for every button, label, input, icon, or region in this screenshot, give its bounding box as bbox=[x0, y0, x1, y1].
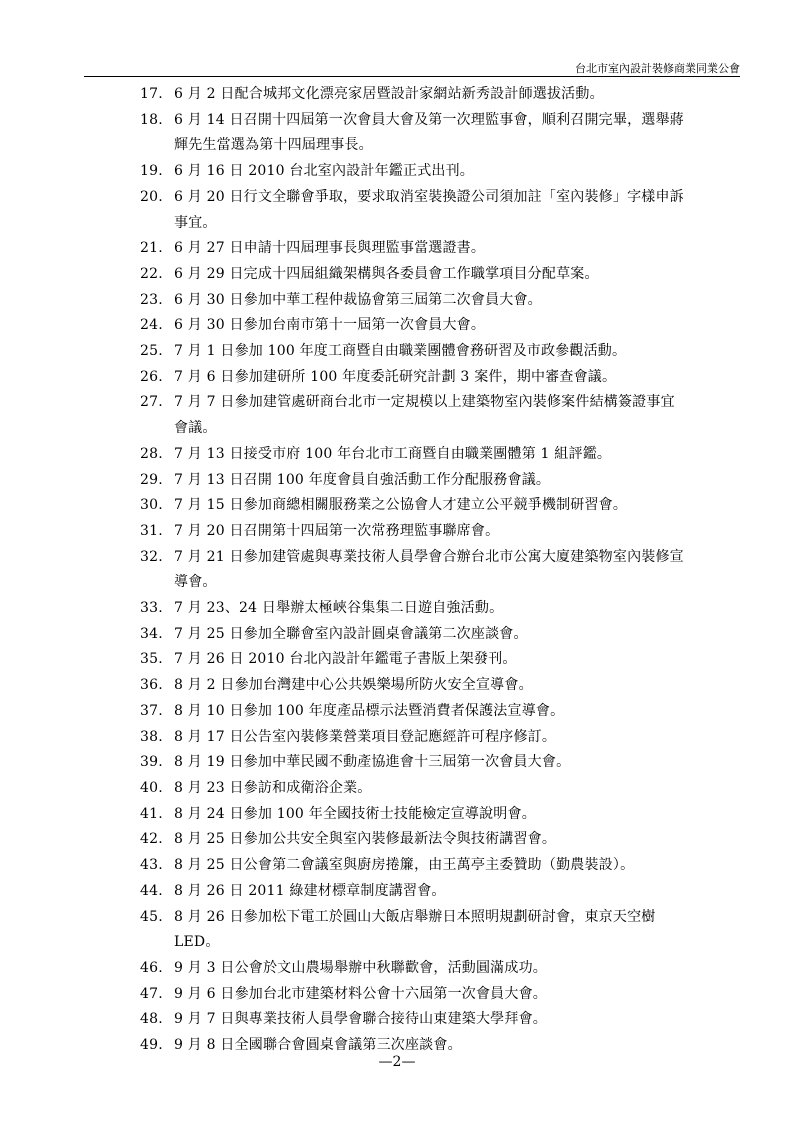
list-item bbox=[140, 596, 742, 622]
item-text-line: 導會。 bbox=[174, 574, 217, 591]
list-item bbox=[140, 647, 742, 673]
list-item bbox=[140, 673, 742, 699]
item-text-line: LED。 bbox=[174, 934, 220, 951]
list-item bbox=[140, 519, 742, 545]
item-number: 34. bbox=[140, 625, 163, 642]
item-text-line: 事宜。 bbox=[174, 214, 217, 231]
item-number: 29. bbox=[140, 471, 163, 488]
item-text-line: 8 月 19 日參加中華民國不動產協進會十三屆第一次會員大會。 bbox=[174, 754, 571, 771]
item-text-line: 會議。 bbox=[174, 420, 217, 437]
item-number: 27. bbox=[140, 394, 163, 411]
item-text-line: 6 月 2 日配合城邦文化漂亮家居暨設計家網站新秀設計師選拔活動。 bbox=[174, 86, 604, 102]
item-number: 28. bbox=[140, 445, 163, 462]
item-number: 23. bbox=[140, 291, 163, 308]
item-text-line: 7 月 25 日參加全聯會室內設計圓桌會議第二次座談會。 bbox=[174, 625, 528, 642]
item-number: 24. bbox=[140, 317, 163, 334]
item-text-line: 8 月 24 日參加 100 年全國技術士技能檢定宣導說明會。 bbox=[174, 805, 536, 822]
item-number: 40. bbox=[140, 779, 163, 796]
list-item bbox=[140, 545, 742, 596]
list-item bbox=[140, 750, 742, 776]
list-item bbox=[140, 622, 742, 648]
item-number: 43. bbox=[140, 857, 163, 874]
item-text-line: 7 月 20 日召開第十四屆第一次常務理監事聯席會。 bbox=[174, 522, 500, 539]
item-text-line: 7 月 26 日 2010 台北內設計年鑑電子書版上架發刊。 bbox=[174, 651, 517, 668]
item-text-line: 6 月 14 日召開十四屆第一次會員大會及第一次理監事會，順利召開完畢，選舉蔣 bbox=[174, 111, 684, 128]
list-item bbox=[140, 365, 742, 391]
item-text-line: 9 月 6 日參加台北市建築材料公會十六屆第一次會員大會。 bbox=[174, 985, 547, 1002]
item-number: 38. bbox=[140, 728, 163, 745]
list-item bbox=[140, 288, 742, 314]
list-item bbox=[140, 827, 742, 853]
item-number: 26. bbox=[140, 368, 163, 385]
list-item bbox=[140, 699, 742, 725]
item-text-line: 7 月 6 日參加建研所 100 年度委託研究計劃 3 案件，期中審查會議。 bbox=[174, 368, 617, 385]
item-number: 20. bbox=[140, 188, 163, 205]
item-number: 35. bbox=[140, 651, 163, 668]
item-number: 37. bbox=[140, 702, 163, 719]
page-number: —2— bbox=[378, 1054, 416, 1070]
item-text-line: 8 月 25 日參加公共安全與室內裝修最新法令與技術講習會。 bbox=[174, 831, 557, 848]
item-text-line: 6 月 20 日行文全聯會爭取，要求取消室裝換證公司須加註「室內裝修」字樣申訴 bbox=[174, 188, 684, 205]
list-item bbox=[140, 802, 742, 828]
item-number: 18. bbox=[140, 111, 163, 128]
item-text-line: 6 月 30 日參加台南市第十一屆第一次會員大會。 bbox=[174, 317, 486, 334]
list-item bbox=[140, 108, 742, 159]
list-item bbox=[140, 262, 742, 288]
list-item bbox=[140, 313, 742, 339]
item-text-line: 6 月 29 日完成十四屆組織架構與各委員會工作職掌項目分配草案。 bbox=[174, 265, 599, 282]
item-number: 32. bbox=[140, 548, 163, 565]
page-header bbox=[84, 56, 740, 76]
item-text-line: 6 月 27 日申請十四屆理事長與理監事當選證書。 bbox=[174, 240, 486, 257]
list-item bbox=[140, 390, 742, 441]
item-number: 25. bbox=[140, 343, 163, 360]
item-number: 22. bbox=[140, 265, 163, 282]
item-text-line: 8 月 23 日參訪和成衛浴企業。 bbox=[174, 779, 372, 796]
item-number: 41. bbox=[140, 805, 163, 822]
item-text-line: 8 月 10 日參加 100 年度產品標示法暨消費者保護法宣導會。 bbox=[174, 702, 565, 719]
item-number: 42. bbox=[140, 831, 163, 848]
list-item bbox=[140, 236, 742, 262]
list-item bbox=[140, 1007, 742, 1033]
event-list bbox=[140, 82, 742, 1059]
item-text-line: 8 月 17 日公告室內裝修業營業項目登記應經許可程序修訂。 bbox=[174, 728, 557, 745]
item-text-line: 8 月 25 日公會第二會議室與廚房捲簾，由王萬亭主委贊助（勤農裝設）。 bbox=[174, 857, 635, 874]
item-text-line: 6 月 16 日 2010 台北室內設計年鑑正式出刊。 bbox=[174, 163, 475, 180]
item-number: 30. bbox=[140, 497, 163, 514]
item-text-line: 6 月 30 日參加中華工程仲裁協會第三屆第二次會員大會。 bbox=[174, 291, 542, 308]
item-number: 45. bbox=[140, 908, 163, 925]
list-item bbox=[140, 185, 742, 236]
item-text-line: 輝先生當選為第十四屆理事長。 bbox=[174, 137, 373, 154]
list-item bbox=[140, 442, 742, 468]
header-org-name: 台北市室內設計裝修商業同業公會 bbox=[575, 62, 740, 75]
item-text-line: 8 月 26 日 2011 綠建材標章制度講習會。 bbox=[174, 882, 446, 899]
item-text-line: 7 月 15 日參加商總相關服務業之公協會人才建立公平競爭機制研習會。 bbox=[174, 497, 628, 514]
item-number: 36. bbox=[140, 677, 163, 694]
list-item bbox=[140, 905, 742, 956]
list-item bbox=[140, 82, 742, 108]
item-number: 19. bbox=[140, 163, 163, 180]
list-item bbox=[140, 339, 742, 365]
item-number: 31. bbox=[140, 522, 163, 539]
item-number: 17. bbox=[140, 86, 163, 102]
item-number: 46. bbox=[140, 959, 163, 976]
header-rule bbox=[84, 76, 740, 77]
item-text-line: 9 月 8 日全國聯合會圓桌會議第三次座談會。 bbox=[174, 1037, 462, 1054]
list-item bbox=[140, 725, 742, 751]
list-item bbox=[140, 853, 742, 879]
list-item bbox=[140, 879, 742, 905]
item-number: 39. bbox=[140, 754, 163, 771]
item-text-line: 8 月 2 日參加台灣建中心公共娛樂場所防火安全宣導會。 bbox=[174, 677, 533, 694]
item-text-line: 7 月 13 日召開 100 年度會員自強活動工作分配服務會議。 bbox=[174, 471, 551, 488]
item-number: 48. bbox=[140, 1011, 163, 1028]
list-item bbox=[140, 159, 742, 185]
list-item bbox=[140, 468, 742, 494]
item-text-line: 7 月 23、24 日舉辦太極峽谷集集二日遊自強活動。 bbox=[174, 600, 504, 617]
list-item bbox=[140, 982, 742, 1008]
item-number: 49. bbox=[140, 1037, 163, 1054]
item-text-line: 7 月 21 日參加建管處與專業技術人員學會合辦台北市公寓大廈建築物室內裝修宣 bbox=[174, 548, 684, 565]
item-number: 33. bbox=[140, 600, 163, 617]
item-text-line: 9 月 7 日與專業技術人員學會聯合接待山東建築大學拜會。 bbox=[174, 1011, 547, 1028]
list-item bbox=[140, 493, 742, 519]
item-number: 44. bbox=[140, 882, 163, 899]
item-text-line: 9 月 3 日公會於文山農場舉辦中秋聯歡會，活動圓滿成功。 bbox=[174, 959, 547, 976]
item-number: 21. bbox=[140, 240, 163, 257]
list-item bbox=[140, 776, 742, 802]
item-text-line: 7 月 13 日接受市府 100 年台北市工商暨自由職業團體第 1 組評鑑。 bbox=[174, 445, 612, 462]
item-text-line: 7 月 7 日參加建管處研商台北市一定規模以上建築物室內裝修案件結構簽證事宜 bbox=[174, 394, 675, 411]
item-number: 47. bbox=[140, 985, 163, 1002]
item-text-line: 7 月 1 日參加 100 年度工商暨自由職業團體會務研習及市政參觀活動。 bbox=[174, 343, 627, 360]
list-item bbox=[140, 956, 742, 982]
item-text-line: 8 月 26 日參加松下電工於圓山大飯店舉辦日本照明規劃研討會，東京天空樹 bbox=[174, 908, 656, 925]
